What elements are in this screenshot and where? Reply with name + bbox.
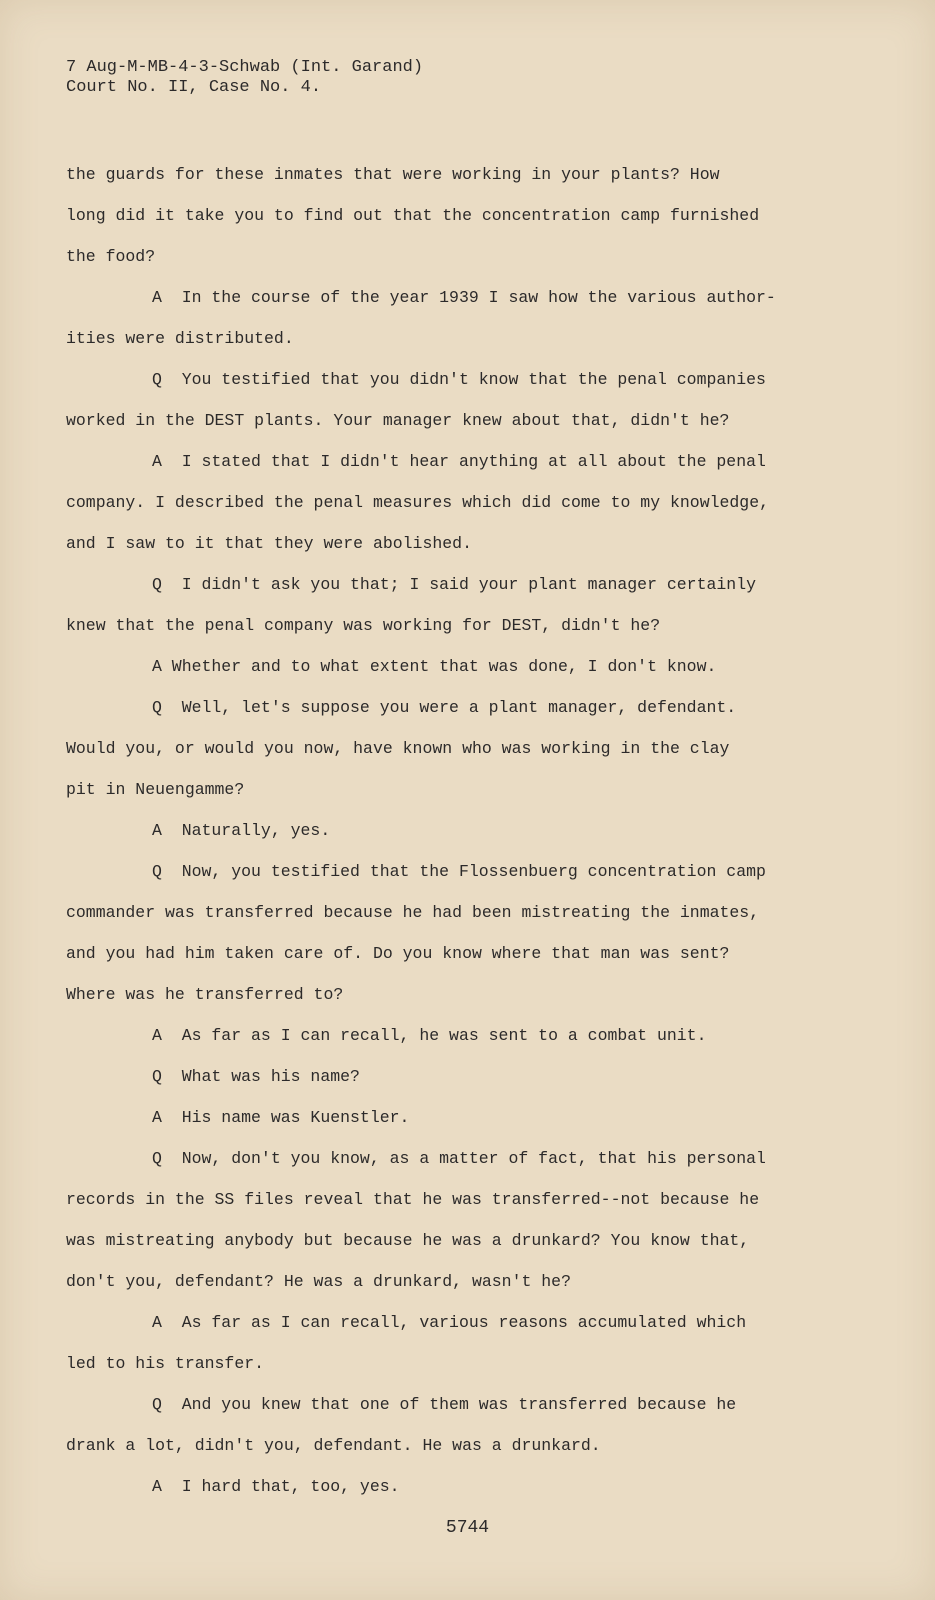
transcript-line: Q I didn't ask you that; I said your plant manager certainly xyxy=(152,575,756,594)
transcript-line: A Naturally, yes. xyxy=(152,821,331,840)
transcript-line: long did it take you to find out that the concentration camp furnished xyxy=(66,206,760,225)
transcript-line: worked in the DEST plants. Your manager knew about that, didn't he? xyxy=(66,411,730,430)
transcript-line: A As far as I can recall, he was sent to a combat unit. xyxy=(152,1026,707,1045)
header-line-1: 7 Aug-M-MB-4-3-Schwab (Int. Garand) xyxy=(66,58,424,77)
header-line-2: Court No. II, Case No. 4. xyxy=(66,78,322,97)
transcript-line: Would you, or would you now, have known who was working in the clay xyxy=(66,739,730,758)
transcript-line: commander was transferred because he had been mistreating the inmates, xyxy=(66,903,760,922)
document-header xyxy=(66,58,423,98)
transcript-line: the food? xyxy=(66,247,156,266)
transcript-line: the guards for these inmates that were working in your plants? How xyxy=(66,165,720,184)
transcript-line: don't you, defendant? He was a drunkard, wasn't he? xyxy=(66,1272,571,1291)
transcript-line: Q You testified that you didn't know that the penal companies xyxy=(152,370,766,389)
transcript-line: A I hard that, too, yes. xyxy=(152,1477,400,1496)
transcript-line: led to his transfer. xyxy=(66,1354,265,1373)
page-number: 5744 xyxy=(445,1518,490,1538)
transcript-line: Where was he transferred to? xyxy=(66,985,344,1004)
transcript-line: drank a lot, didn't you, defendant. He was a drunkard. xyxy=(66,1436,601,1455)
transcript-line: A I stated that I didn't hear anything at all about the penal xyxy=(152,452,766,471)
transcript-line: A Whether and to what extent that was done, I don't know. xyxy=(152,657,717,676)
transcript-line: pit in Neuengamme? xyxy=(66,780,245,799)
transcript-line: and I saw to it that they were abolished. xyxy=(66,534,472,553)
transcript-line: A His name was Kuenstler. xyxy=(152,1108,410,1127)
transcript-line: company. I described the penal measures which did come to my knowledge, xyxy=(66,493,770,512)
transcript-line: A As far as I can recall, various reasons accumulated which xyxy=(152,1313,747,1332)
transcript-line: ities were distributed. xyxy=(66,329,294,348)
transcript-line: Q And you knew that one of them was transferred because he xyxy=(152,1395,737,1414)
transcript-line: and you had him taken care of. Do you know where that man was sent? xyxy=(66,944,730,963)
transcript-line: Q Well, let's suppose you were a plant manager, defendant. xyxy=(152,698,737,717)
transcript-body xyxy=(66,154,856,1507)
transcript-line: A In the course of the year 1939 I saw how the various author- xyxy=(152,288,776,307)
transcript-line: Q Now, don't you know, as a matter of fact, that his personal xyxy=(152,1149,766,1168)
transcript-line: knew that the penal company was working for DEST, didn't he? xyxy=(66,616,661,635)
transcript-line: Q What was his name? xyxy=(152,1067,360,1086)
transcript-line: records in the SS files reveal that he was transferred--not because he xyxy=(66,1190,760,1209)
transcript-line: was mistreating anybody but because he was a drunkard? You know that, xyxy=(66,1231,750,1250)
transcript-line: Q Now, you testified that the Flossenbuerg concentration camp xyxy=(152,862,766,881)
